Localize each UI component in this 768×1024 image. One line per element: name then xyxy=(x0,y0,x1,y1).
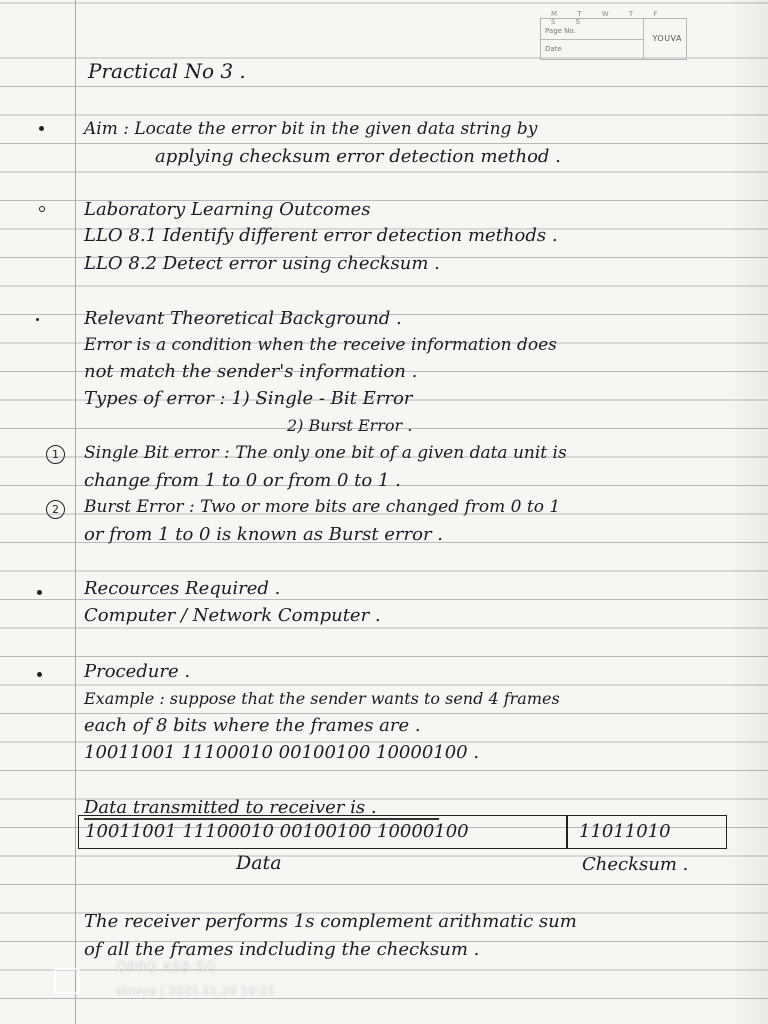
watermark-meta: shreya | 2025.01.20 19:15 xyxy=(116,984,276,998)
receiver-line-2: of all the frames indcluding the checksum . xyxy=(84,939,480,960)
table-divider xyxy=(566,816,568,848)
background-line-1: Error is a condition when the receive information does xyxy=(84,335,557,355)
aim-line-2: applying checksum error detection method . xyxy=(155,146,561,167)
data-caption: Data xyxy=(236,852,282,874)
page-edge-shadow xyxy=(728,0,768,1024)
checksum-cell: 11011010 xyxy=(579,821,671,842)
brand-logo: YOUVA xyxy=(652,34,682,43)
page-no-label: Page No. xyxy=(545,27,576,35)
llo-8-2: LLO 8.2 Detect error using checksum . xyxy=(84,253,440,274)
bullet-resources xyxy=(37,590,42,595)
procedure-line-2: each of 8 bits where the frames are . xyxy=(84,715,421,736)
camera-logo-icon xyxy=(54,968,80,994)
margin-line xyxy=(75,0,76,1024)
transmit-label: Data transmitted to receiver is . xyxy=(84,797,377,818)
frames-list: 10011001 11100010 00100100 10000100 . xyxy=(84,742,480,763)
data-cell: 10011001 11100010 00100100 10000100 xyxy=(85,821,469,842)
resources-heading: Recources Required . xyxy=(84,578,281,599)
date-label: Date xyxy=(545,45,562,53)
types-of-error-2: 2) Burst Error . xyxy=(287,416,413,435)
receiver-line-1: The receiver performs 1s complement arithmatic sum xyxy=(84,911,577,932)
bullet-background xyxy=(36,318,39,321)
outcomes-heading: Laboratory Learning Outcomes xyxy=(84,199,371,220)
header-vertical-divider xyxy=(643,19,644,59)
page-header-box xyxy=(540,10,687,60)
bullet-outcomes xyxy=(39,206,45,212)
llo-8-1: LLO 8.1 Identify different error detection methods . xyxy=(84,225,558,246)
procedure-line-1: Example : suppose that the sender wants to send 4 frames xyxy=(84,689,560,708)
single-bit-line-1: Single Bit error : The only one bit of a given data unit is xyxy=(84,443,567,463)
header-divider xyxy=(541,39,644,40)
background-heading: Relevant Theoretical Background . xyxy=(84,308,402,329)
burst-line-1: Burst Error : Two or more bits are changed from 0 to 1 xyxy=(84,497,561,517)
single-bit-line-2: change from 1 to 0 or from 0 to 1 . xyxy=(84,470,401,491)
background-line-2: not match the sender's information . xyxy=(84,361,418,382)
number-2-badge: 2 xyxy=(46,500,65,519)
number-1-badge: 1 xyxy=(46,445,65,464)
page-title: Practical No 3 . xyxy=(88,59,246,83)
watermark-model: OPPO A59 5G xyxy=(116,960,217,976)
types-of-error: Types of error : 1) Single - Bit Error xyxy=(84,388,413,409)
bullet-aim xyxy=(39,126,44,131)
transmission-table xyxy=(78,815,727,849)
procedure-heading: Procedure . xyxy=(84,661,191,682)
aim-line-1: Aim : Locate the error bit in the given data string by xyxy=(84,119,538,139)
bullet-procedure xyxy=(37,672,42,677)
resources-line: Computer / Network Computer . xyxy=(84,605,381,626)
burst-line-2: or from 1 to 0 is known as Burst error . xyxy=(84,524,444,545)
checksum-caption: Checksum . xyxy=(582,854,689,875)
weekday-letters: M T W T F S S xyxy=(551,10,667,26)
